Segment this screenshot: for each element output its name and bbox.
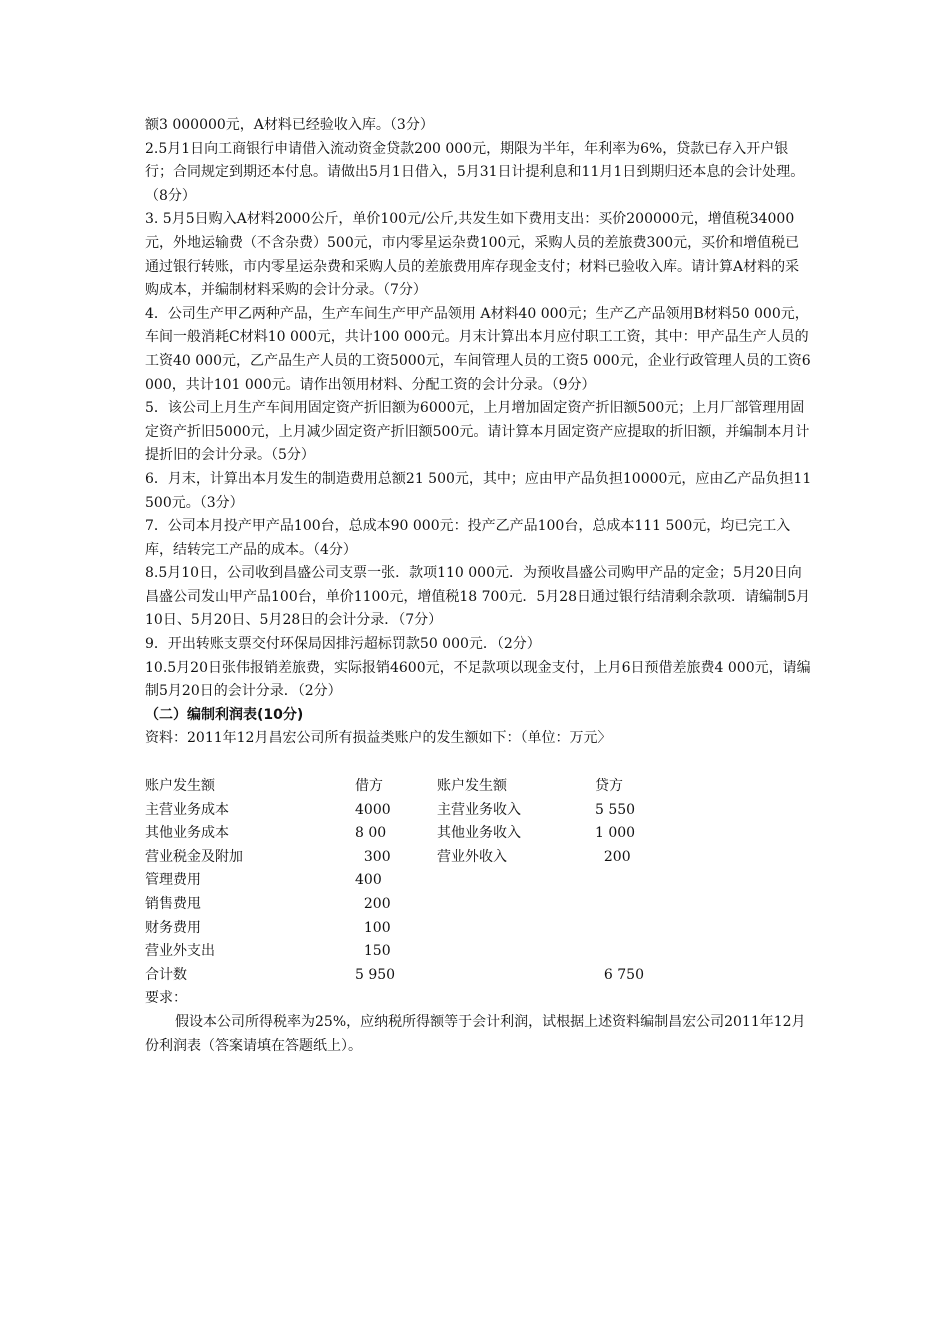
table-cell: 主营业务收入	[437, 801, 521, 818]
header-account-debit: 账户发生额	[145, 778, 215, 795]
table-cell: 财务费用	[145, 919, 201, 936]
question-1-tail: 额3 000000元，A材料已经验收入库。（3分）	[145, 117, 434, 133]
table-cell: 4000	[355, 801, 391, 818]
table-cell: 营业外支出	[145, 943, 215, 960]
table-cell: 200	[595, 848, 631, 865]
table-cell: 其他业务成本	[145, 825, 229, 842]
table-cell: 营业税金及附加	[145, 848, 243, 865]
table-cell: 合计数	[145, 966, 187, 983]
question-4: 4．公司生产甲乙两种产品，生产车间生产甲产品领用 A材料40 000元；生产乙产品领用B材料50 000元，车间一般消耗C材料10 000元，共计100 000元。月末计算出本月应付职工工资，其中：甲产品生产人员的工资40 000元，乙产品生产人员的工资5000元，车间管理人员的工资5 000元，企业行政管理人员的工资6 000，共计101 000元。请作出领用材料、分配工资的会计分录。（9分）	[145, 305, 811, 393]
table-row	[145, 869, 813, 893]
requirement-label: 要求：	[145, 990, 187, 1007]
question-5: 5．该公司上月生产车间用固定资产折旧额为6000元，上月增加固定资产折旧额500元；上月厂部管理用固定资产折旧5000元，上月减少固定资产折旧额500元。请计算本月固定资产应提取的折旧额，并编制本月计提折旧的会计分录。（5分）	[145, 400, 810, 464]
table-cell: 200	[355, 896, 391, 912]
question-7: 7．公司本月投产甲产品100台，总成本90 000元：投产乙产品100台，总成本111 500元，均已完工入库，结转完工产品的成本。（4分）	[145, 518, 791, 558]
question-10: 10.5月20日张伟报销差旅费，实际报销4600元，不足款项以现金支付，上月6日预借差旅费4 000元，请编制5月20日的会计分录．（2分）	[145, 659, 811, 700]
question-2: 2.5月1日向工商银行申请借入流动资金贷款200 000元，期限为半年，年利率为6%，贷款已存入开户银行；合同规定到期还本付息。请做出5月1日借入，5月31日计提利息和11月1日到期归还本息的会计处理。（8分）	[145, 140, 805, 204]
header-account-credit: 账户发生额	[437, 778, 507, 795]
question-9: 9．开出转账支票交付环保局因排污超标罚款50 000元．（2分）	[145, 636, 541, 653]
table-row	[145, 893, 813, 917]
table-cell: 1 000	[595, 825, 636, 842]
table-row	[145, 822, 813, 846]
table-cell: 5 950	[355, 966, 396, 983]
table-cell: 100	[355, 919, 391, 936]
table-cell: 管理费用	[145, 872, 201, 889]
requirement-text: 假设本公司所得税率为25%，应纳税所得额等于会计利润，试根据上述资料编制昌宏公司2011年12月份利润表（答案请填在答题纸上）。	[145, 1013, 806, 1054]
document-page	[145, 114, 813, 1058]
question-3: 3. 5月5日购入A材料2000公斤，单价100元/公斤,共发生如下费用支出：买价200000元，增值税34000元，外地运输费（不含杂费）500元，市内零星运杂费100元，采购人员的差旅费300元，买价和增值税已通过银行转账，市内零星运杂费和采购人员的差旅费用库存现金支付；材料已验收入库。请计算A材料的采购成本，并编制材料采购的会计分录。（7分）	[145, 211, 800, 299]
table-cell: 主营业务成本	[145, 801, 229, 818]
table-cell: 营业外收入	[437, 848, 507, 865]
table-cell: 8 00	[355, 825, 387, 842]
question-8: 8.5月10日，公司收到昌盛公司支票一张．款项110 000元．为预收昌盛公司购甲产品的定金；5月20日向昌盛公司发山甲产品100台，单价1100元，增值税18 700元．5月28日通过银行结清剩余款项．请编制5月10日、5月20日、5月28日的会计分录．（7分）	[145, 565, 810, 629]
table-cell: 300	[355, 848, 391, 865]
table-cell: 150	[355, 943, 391, 960]
table-cell: 销售费甩	[145, 896, 201, 912]
table-cell: 6 750	[595, 966, 644, 983]
table-row	[145, 917, 813, 941]
table-cell: 400	[355, 872, 382, 889]
question-6: 6．月末，计算出本月发生的制造费用总额21 500元，其中；应由甲产品负担10000元，应由乙产品负担11500元。（3分）	[145, 470, 812, 511]
material-intro: 资料：2011年12月昌宏公司所有损益类账户的发生额如下：（单位：万元〉	[145, 730, 612, 747]
header-debit: 借方	[355, 778, 383, 795]
account-table	[145, 775, 813, 987]
table-cell: 其他业务收入	[437, 825, 521, 842]
table-total-row	[145, 964, 813, 988]
table-row	[145, 799, 813, 823]
table-row	[145, 940, 813, 964]
table-row	[145, 846, 813, 870]
section-heading: （二）编制利润表(10分)	[145, 706, 304, 723]
table-header-row	[145, 775, 813, 799]
header-credit: 贷方	[595, 778, 623, 795]
table-cell: 5 550	[595, 801, 636, 818]
